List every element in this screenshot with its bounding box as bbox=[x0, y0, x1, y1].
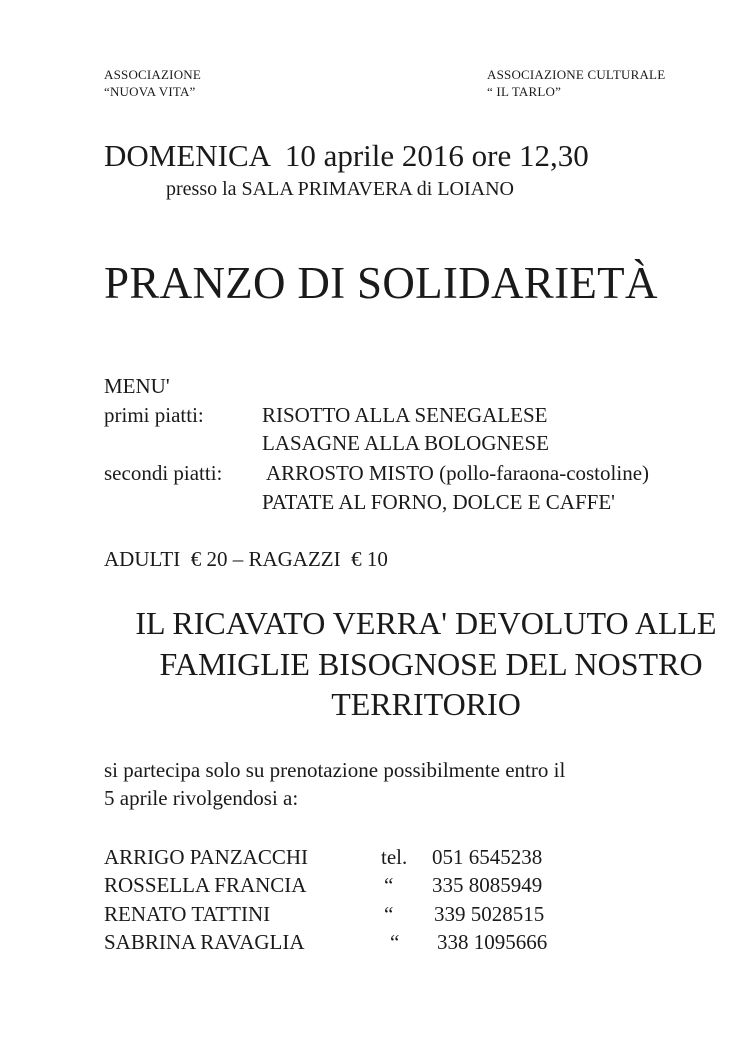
first-courses-label: primi piatti: bbox=[104, 403, 204, 427]
organizer-right-line-1: ASSOCIAZIONE CULTURALE bbox=[487, 67, 666, 82]
contact-name: RENATO TATTINI bbox=[104, 902, 271, 926]
contact-phone-prefix: “ bbox=[384, 873, 394, 897]
page-title: PRANZO DI SOLIDARIETÀ bbox=[104, 258, 658, 308]
contact-phone-prefix: “ bbox=[390, 930, 400, 954]
contact-phone: 335 8085949 bbox=[432, 873, 543, 897]
contact-phone-prefix: “ bbox=[384, 902, 394, 926]
organizer-left-line-2: “NUOVA VITA” bbox=[104, 84, 196, 99]
price-list: ADULTI € 20 – RAGAZZI € 10 bbox=[104, 547, 388, 571]
first-course-item: RISOTTO ALLA SENEGALESE bbox=[262, 403, 548, 427]
first-course-item: LASAGNE ALLA BOLOGNESE bbox=[262, 431, 549, 455]
organizer-left bbox=[104, 66, 201, 100]
organizer-left-line-1: ASSOCIAZIONE bbox=[104, 67, 202, 82]
contact-name: ARRIGO PANZACCHI bbox=[104, 845, 309, 869]
proceeds-line: TERRITORIO bbox=[331, 686, 521, 722]
contact-phone: 338 1095666 bbox=[437, 930, 548, 954]
contact-phone: 051 6545238 bbox=[432, 845, 543, 869]
menu-heading: MENU' bbox=[104, 374, 170, 398]
booking-info-line: si partecipa solo su prenotazione possibilmente entro il bbox=[104, 758, 566, 782]
second-courses-label: secondi piatti: bbox=[104, 461, 223, 485]
contact-name: ROSSELLA FRANCIA bbox=[104, 873, 307, 897]
booking-info-line: 5 aprile rivolgendosi a: bbox=[104, 786, 299, 810]
event-date: DOMENICA 10 aprile 2016 ore 12,30 bbox=[104, 138, 589, 173]
organizer-right-line-2: “ IL TARLO” bbox=[487, 84, 562, 99]
organizer-right bbox=[487, 66, 665, 100]
contact-phone: 339 5028515 bbox=[434, 902, 545, 926]
second-course-item: PATATE AL FORNO, DOLCE E CAFFE' bbox=[262, 490, 615, 514]
proceeds-line: IL RICAVATO VERRA' DEVOLUTO ALLE bbox=[135, 605, 717, 641]
event-venue: presso la SALA PRIMAVERA di LOIANO bbox=[166, 178, 514, 200]
contact-phone-prefix: tel. bbox=[381, 845, 408, 869]
proceeds-line: FAMIGLIE BISOGNOSE DEL NOSTRO bbox=[159, 646, 703, 682]
second-course-item: ARROSTO MISTO (pollo-faraona-costoline) bbox=[266, 461, 650, 485]
contact-name: SABRINA RAVAGLIA bbox=[104, 930, 305, 954]
